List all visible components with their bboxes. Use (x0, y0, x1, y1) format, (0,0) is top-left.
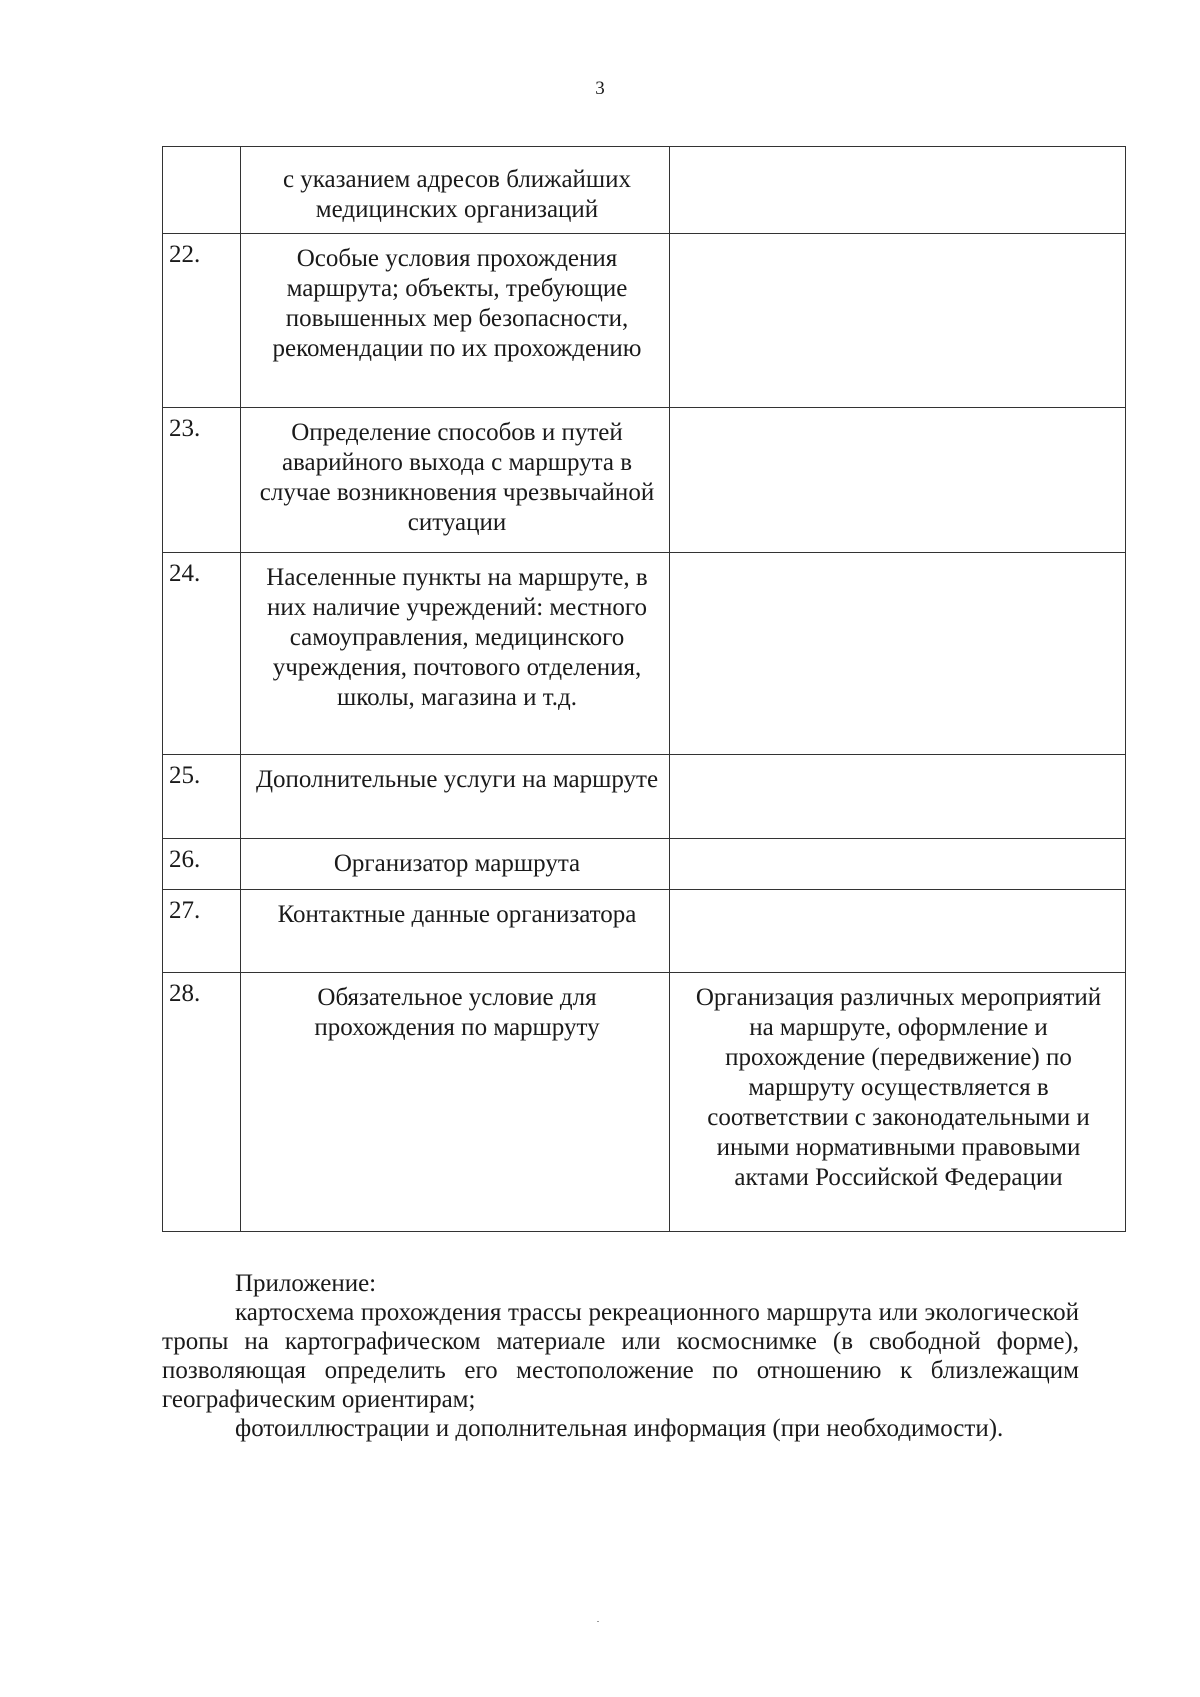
table-row (163, 553, 1126, 755)
appendix-section (162, 1269, 1079, 1443)
table-row (163, 234, 1126, 408)
appendix-item: фотоиллюстрации и дополнительная информация (при необходимости). (235, 1415, 1004, 1442)
appendix-heading: Приложение: (235, 1270, 377, 1297)
table-row (163, 755, 1126, 839)
row-value (670, 890, 1126, 973)
row-description: Определение способов и путей аварийного выхода с маршрута в случае возникновения чрезвычайной ситуации (241, 408, 670, 553)
row-number: 24. (163, 553, 241, 755)
row-value (670, 755, 1126, 839)
row-number: 28. (163, 973, 241, 1232)
row-value (670, 839, 1126, 890)
page-number: 3 (595, 78, 605, 99)
table-row (163, 408, 1126, 553)
row-description: Организатор маршрута (241, 839, 670, 890)
row-number: 26. (163, 839, 241, 890)
scan-speck (597, 1621, 599, 1622)
row-value (670, 147, 1126, 234)
row-number (163, 147, 241, 234)
route-passport-table (162, 146, 1126, 1232)
table-row (163, 147, 1126, 234)
row-description: с указанием адресов ближайших медицинских организаций (241, 147, 670, 234)
row-value (670, 234, 1126, 408)
row-description: Контактные данные организатора (241, 890, 670, 973)
row-description: Населенные пункты на маршруте, в них наличие учреждений: местного самоуправления, медицинского учреждения, почтового отделения, школы, магазина и т.д. (241, 553, 670, 755)
row-number: 25. (163, 755, 241, 839)
row-value: Организация различных мероприятий на маршруте, оформление и прохождение (передвижение) по маршруту осуществляется в соответствии с законодательными и иными нормативными правовыми актами Российской Федерации (670, 973, 1126, 1232)
row-number: 22. (163, 234, 241, 408)
appendix-item: картосхема прохождения трассы рекреационного маршрута или экологической тропы на картографическом материале или космоснимке (в свободной форме), позволяющая определить его местоположение по отношению к близлежащим географическим ориентирам; (162, 1299, 1079, 1413)
table-row (163, 890, 1126, 973)
row-description: Обязательное условие для прохождения по маршруту (241, 973, 670, 1232)
row-value (670, 553, 1126, 755)
row-number: 27. (163, 890, 241, 973)
row-value (670, 408, 1126, 553)
row-description: Особые условия прохождения маршрута; объекты, требующие повышенных мер безопасности, рекомендации по их прохождению (241, 234, 670, 408)
row-number: 23. (163, 408, 241, 553)
table-row (163, 839, 1126, 890)
table-row (163, 973, 1126, 1232)
row-description: Дополнительные услуги на маршруте (241, 755, 670, 839)
